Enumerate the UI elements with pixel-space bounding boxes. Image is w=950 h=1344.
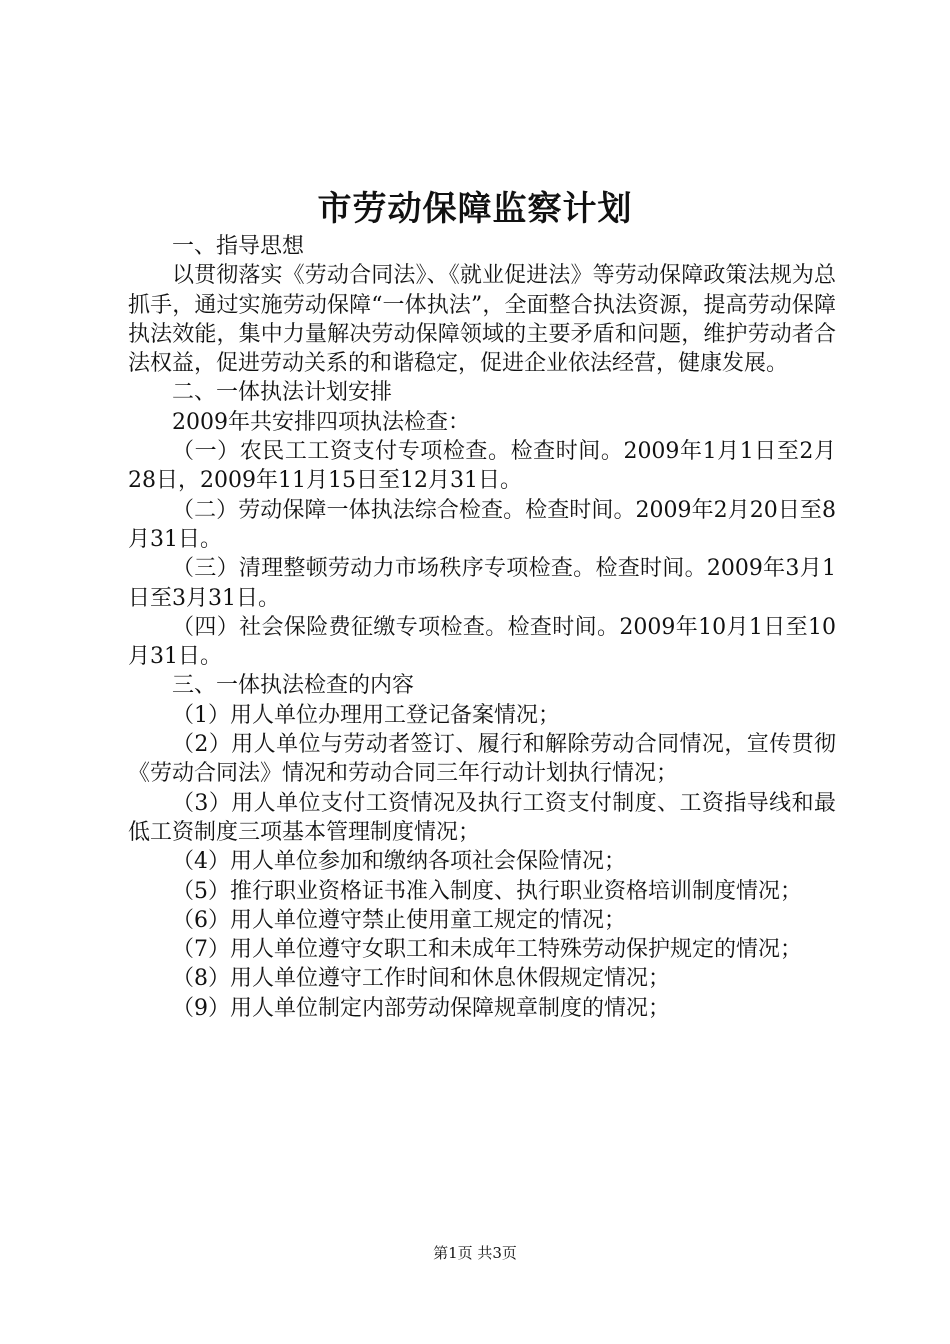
content-item-7: （7）用人单位遵守女职工和未成年工特殊劳动保护规定的情况； — [172, 937, 802, 963]
page-footer: 第1页 共3页 — [433, 1244, 517, 1262]
document-body — [128, 232, 836, 1023]
content-item-3: （3）用人单位支付工资情况及执行工资支付制度、工资指导线和最低工资制度三项基本管理制度情况； — [128, 790, 836, 845]
content-item-1: （1）用人单位办理用工登记备案情况； — [172, 702, 560, 728]
content-item-8: （8）用人单位遵守工作时间和休息休假规定情况； — [172, 966, 670, 992]
plan-item-2: （二）劳动保障一体执法综合检查。检查时间。2009年2月20日至8月31日。 — [128, 497, 836, 552]
section-heading-inspection-content: 三、一体执法检查的内容 — [172, 673, 415, 699]
plan-item-1: （一）农民工工资支付专项检查。检查时间。2009年1月1日至2月28日，2009年11月15日至12月31日。 — [128, 439, 836, 494]
paragraph-guiding-ideology: 以贯彻落实《劳动合同法》、《就业促进法》等劳动保障政策法规为总抓手，通过实施劳动保障“一体执法”，全面整合执法资源，提高劳动保障执法效能，集中力量解决劳动保障领域的主要矛盾和问题，维护劳动者合法权益，促进劳动关系的和谐稳定，促进企业依法经营，健康发展。 — [128, 263, 836, 377]
content-item-4: （4）用人单位参加和缴纳各项社会保险情况； — [172, 849, 626, 875]
content-item-6: （6）用人单位遵守禁止使用童工规定的情况； — [172, 907, 626, 933]
plan-item-4: （四）社会保险费征缴专项检查。检查时间。2009年10月1日至10月31日。 — [128, 614, 836, 670]
content-item-9: （9）用人单位制定内部劳动保障规章制度的情况； — [172, 995, 670, 1021]
paragraph-plan-summary: 2009年共安排四项执法检查： — [172, 409, 470, 435]
section-heading-plan-arrangement: 二、一体执法计划安排 — [172, 380, 393, 406]
document-title: 市劳动保障监察计划 — [317, 189, 633, 229]
plan-item-3: （三）清理整顿劳动力市场秩序专项检查。检查时间。2009年3月1日至3月31日。 — [128, 556, 837, 611]
content-item-2: （2）用人单位与劳动者签订、履行和解除劳动合同情况，宣传贯彻《劳动合同法》情况和劳动合同三年行动计划执行情况； — [128, 732, 836, 787]
content-item-5: （5）推行职业资格证书准入制度、执行职业资格培训制度情况； — [172, 878, 802, 904]
section-heading-guiding-ideology: 一、指导思想 — [172, 234, 305, 259]
